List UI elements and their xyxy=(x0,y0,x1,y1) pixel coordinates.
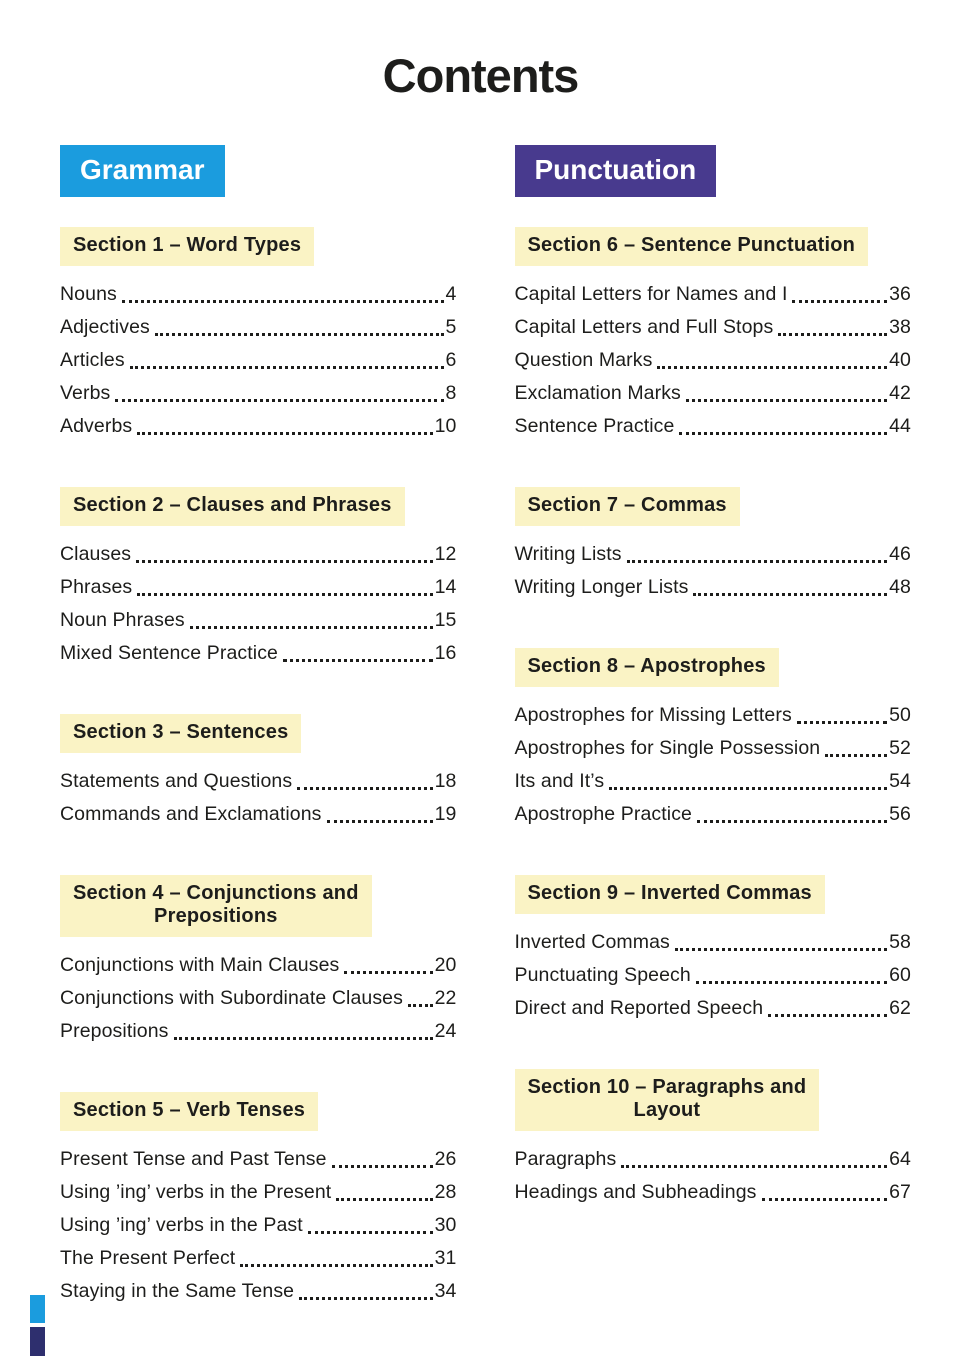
page-edge-tab-navy-icon xyxy=(30,1327,45,1356)
toc-entry-page: 4 xyxy=(445,283,457,305)
toc-entry xyxy=(60,377,457,410)
toc-entry xyxy=(60,1176,457,1209)
toc-section xyxy=(60,714,457,831)
toc-entry-label: Exclamation Marks xyxy=(514,382,681,404)
toc-entry-page: 30 xyxy=(434,1214,457,1236)
toc-entry xyxy=(60,604,457,637)
dot-leader-icon xyxy=(675,948,887,951)
toc-entry-page: 16 xyxy=(434,642,457,664)
toc-entry xyxy=(60,1242,457,1275)
toc-entry xyxy=(515,959,912,992)
toc-entry-label: Apostrophes for Single Possession xyxy=(514,737,821,759)
section-heading-line1: Section 6 – Sentence Punctuation xyxy=(527,234,856,256)
toc-entry-page: 52 xyxy=(889,737,911,759)
section-heading-line1: Section 9 – Inverted Commas xyxy=(527,882,812,904)
toc-entry-page: 48 xyxy=(889,576,911,598)
dot-leader-icon xyxy=(762,1198,888,1201)
toc-entry-label: Verbs xyxy=(60,382,111,404)
toc-entry xyxy=(60,538,457,571)
dot-leader-icon xyxy=(686,399,887,402)
section-heading-line1: Section 8 – Apostrophes xyxy=(527,655,766,677)
section-heading xyxy=(515,875,825,914)
toc-entry xyxy=(515,344,912,377)
dot-leader-icon xyxy=(308,1231,433,1234)
dot-leader-icon xyxy=(174,1037,433,1040)
toc-entry xyxy=(515,798,912,831)
section-heading xyxy=(60,875,372,937)
dot-leader-icon xyxy=(408,1004,433,1007)
toc-entry xyxy=(60,798,457,831)
toc-section xyxy=(515,875,912,1025)
toc-entry xyxy=(515,538,912,571)
toc-section xyxy=(515,1069,912,1209)
toc-entry-label: The Present Perfect xyxy=(60,1247,236,1269)
dot-leader-icon xyxy=(609,787,887,790)
toc-entries xyxy=(515,278,912,443)
toc-entry-page: 19 xyxy=(434,803,457,825)
section-heading xyxy=(515,648,779,687)
section-heading-line2: Layout xyxy=(633,1099,701,1121)
toc-entries xyxy=(515,1143,912,1209)
toc-entry-label: Statements and Questions xyxy=(60,770,293,792)
toc-entry-label: Capital Letters for Names and I xyxy=(514,283,788,305)
toc-entry-label: Conjunctions with Main Clauses xyxy=(60,954,340,976)
toc-entry-label: Its and It’s xyxy=(514,770,605,792)
section-heading-line1: Section 7 – Commas xyxy=(527,494,727,516)
toc-entry-label: Capital Letters and Full Stops xyxy=(514,316,774,338)
punctuation-column xyxy=(515,145,912,1352)
toc-entry-page: 38 xyxy=(889,316,911,338)
toc-section xyxy=(60,875,457,1048)
toc-entry xyxy=(60,1015,457,1048)
dot-leader-icon xyxy=(327,820,433,823)
section-heading-line1: Section 1 – Word Types xyxy=(73,234,302,256)
toc-section xyxy=(60,1092,457,1308)
toc-entry-page: 62 xyxy=(889,997,911,1019)
toc-entry xyxy=(60,1143,457,1176)
section-heading xyxy=(60,714,301,753)
section-heading xyxy=(60,487,405,526)
toc-entries xyxy=(60,1143,457,1308)
toc-entry xyxy=(515,732,912,765)
toc-entry-label: Paragraphs xyxy=(514,1148,617,1170)
toc-entries xyxy=(60,278,457,443)
toc-entry-label: Phrases xyxy=(60,576,133,598)
toc-entry xyxy=(515,699,912,732)
dot-leader-icon xyxy=(137,593,432,596)
dot-leader-icon xyxy=(115,399,443,402)
section-heading-line2: Prepositions xyxy=(154,905,278,927)
toc-entry-label: Clauses xyxy=(60,543,132,565)
toc-entry-label: Noun Phrases xyxy=(60,609,185,631)
toc-entry-page: 22 xyxy=(434,987,457,1009)
toc-entry-label: Present Tense and Past Tense xyxy=(60,1148,327,1170)
toc-entry xyxy=(60,949,457,982)
toc-entry xyxy=(60,410,457,443)
toc-entry xyxy=(515,311,912,344)
toc-entries xyxy=(515,538,912,604)
toc-section xyxy=(60,227,457,443)
toc-entry xyxy=(515,765,912,798)
section-heading-line1: Section 10 – Paragraphs and xyxy=(527,1076,807,1098)
toc-entry-page: 67 xyxy=(889,1181,911,1203)
toc-entry-page: 34 xyxy=(434,1280,457,1302)
toc-entries xyxy=(515,926,912,1025)
dot-leader-icon xyxy=(332,1165,433,1168)
toc-entry-page: 28 xyxy=(434,1181,457,1203)
section-heading xyxy=(60,1092,318,1131)
dot-leader-icon xyxy=(696,981,887,984)
toc-entry xyxy=(60,344,457,377)
toc-entries xyxy=(60,765,457,831)
toc-entry-label: Direct and Reported Speech xyxy=(514,997,764,1019)
dot-leader-icon xyxy=(122,300,444,303)
toc-entry-page: 60 xyxy=(889,964,911,986)
toc-entry-label: Apostrophes for Missing Letters xyxy=(514,704,792,726)
toc-entry-label: Commands and Exclamations xyxy=(60,803,322,825)
dot-leader-icon xyxy=(137,432,432,435)
dot-leader-icon xyxy=(297,787,432,790)
toc-entry-page: 8 xyxy=(445,382,457,404)
section-heading-line1: Section 5 – Verb Tenses xyxy=(73,1099,306,1121)
toc-entry-page: 56 xyxy=(889,803,911,825)
toc-entry xyxy=(515,926,912,959)
toc-entry xyxy=(60,982,457,1015)
toc-entries xyxy=(515,699,912,831)
section-heading-line1: Section 2 – Clauses and Phrases xyxy=(73,494,392,516)
dot-leader-icon xyxy=(344,971,432,974)
toc-entry-label: Adjectives xyxy=(60,316,150,338)
dot-leader-icon xyxy=(155,333,444,336)
section-heading xyxy=(515,487,740,526)
toc-entry-label: Adverbs xyxy=(60,415,133,437)
grammar-badge: Grammar xyxy=(60,145,225,197)
dot-leader-icon xyxy=(336,1198,432,1201)
section-heading xyxy=(515,227,869,266)
toc-entry-page: 12 xyxy=(434,543,457,565)
toc-entry-page: 26 xyxy=(434,1148,457,1170)
toc-section xyxy=(515,648,912,831)
dot-leader-icon xyxy=(627,560,887,563)
toc-entry-label: Articles xyxy=(60,349,125,371)
dot-leader-icon xyxy=(283,659,433,662)
toc-entries xyxy=(60,538,457,670)
dot-leader-icon xyxy=(136,560,432,563)
toc-entry xyxy=(60,1275,457,1308)
dot-leader-icon xyxy=(697,820,887,823)
page-edge-tab-blue-icon xyxy=(30,1295,45,1323)
punctuation-badge: Punctuation xyxy=(515,145,717,197)
toc-section xyxy=(515,227,912,443)
toc-entry xyxy=(60,765,457,798)
toc-entry xyxy=(515,571,912,604)
toc-entry-label: Sentence Practice xyxy=(514,415,675,437)
section-heading-line1: Section 4 – Conjunctions and xyxy=(73,882,359,904)
toc-entry xyxy=(60,1209,457,1242)
toc-entry-page: 5 xyxy=(445,316,457,338)
toc-entry xyxy=(515,1176,912,1209)
dot-leader-icon xyxy=(657,366,887,369)
toc-entry-label: Writing Longer Lists xyxy=(514,576,689,598)
toc-entry-page: 31 xyxy=(434,1247,457,1269)
toc-entry xyxy=(60,278,457,311)
toc-entry-label: Conjunctions with Subordinate Clauses xyxy=(60,987,403,1009)
toc-entry xyxy=(515,278,912,311)
dot-leader-icon xyxy=(797,721,887,724)
dot-leader-icon xyxy=(299,1297,432,1300)
page-title: Contents xyxy=(382,49,579,102)
toc-entry-page: 50 xyxy=(889,704,911,726)
toc-entry-page: 40 xyxy=(889,349,911,371)
toc-entry-label: Question Marks xyxy=(514,349,653,371)
toc-entry-page: 20 xyxy=(434,954,457,976)
toc-entry-page: 42 xyxy=(889,382,911,404)
toc-section xyxy=(60,487,457,670)
columns xyxy=(0,145,961,1352)
toc-entry xyxy=(515,377,912,410)
dot-leader-icon xyxy=(679,432,887,435)
toc-entry-label: Punctuating Speech xyxy=(514,964,691,986)
toc-entry xyxy=(60,311,457,344)
page-edge-tabs xyxy=(30,1295,45,1356)
section-heading-line1: Section 3 – Sentences xyxy=(73,721,289,743)
toc-entry-page: 14 xyxy=(434,576,457,598)
dot-leader-icon xyxy=(778,333,887,336)
toc-entry-label: Staying in the Same Tense xyxy=(60,1280,295,1302)
toc-entry-page: 44 xyxy=(889,415,911,437)
toc-entry-page: 54 xyxy=(889,770,911,792)
dot-leader-icon xyxy=(693,593,887,596)
toc-entry-page: 24 xyxy=(434,1020,457,1042)
toc-entry xyxy=(515,410,912,443)
toc-entry-page: 64 xyxy=(889,1148,911,1170)
toc-entry xyxy=(515,992,912,1025)
toc-entry-page: 10 xyxy=(434,415,457,437)
toc-entries xyxy=(60,949,457,1048)
grammar-sections xyxy=(60,227,457,1308)
section-heading xyxy=(515,1069,820,1131)
grammar-column xyxy=(60,145,457,1352)
punctuation-sections xyxy=(515,227,912,1209)
dot-leader-icon xyxy=(792,300,887,303)
toc-entry-label: Writing Lists xyxy=(514,543,622,565)
toc-entry-label: Using ’ing’ verbs in the Present xyxy=(60,1181,332,1203)
toc-entry-label: Nouns xyxy=(60,283,117,305)
toc-entry-label: Headings and Subheadings xyxy=(514,1181,757,1203)
toc-entry-label: Prepositions xyxy=(60,1020,169,1042)
toc-entry-label: Mixed Sentence Practice xyxy=(60,642,278,664)
toc-entry xyxy=(60,637,457,670)
toc-entry-page: 58 xyxy=(889,931,911,953)
toc-entry-page: 46 xyxy=(889,543,911,565)
dot-leader-icon xyxy=(240,1264,432,1267)
dot-leader-icon xyxy=(130,366,444,369)
dot-leader-icon xyxy=(825,754,887,757)
toc-entry xyxy=(60,571,457,604)
toc-entry-page: 18 xyxy=(434,770,457,792)
section-heading xyxy=(60,227,314,266)
dot-leader-icon xyxy=(190,626,433,629)
dot-leader-icon xyxy=(768,1014,887,1017)
toc-entry-label: Using ’ing’ verbs in the Past xyxy=(60,1214,303,1236)
toc-entry-label: Apostrophe Practice xyxy=(514,803,692,825)
toc-entry-page: 6 xyxy=(445,349,457,371)
toc-entry xyxy=(515,1143,912,1176)
toc-entry-page: 36 xyxy=(889,283,911,305)
dot-leader-icon xyxy=(621,1165,887,1168)
toc-entry-page: 15 xyxy=(434,609,457,631)
toc-section xyxy=(515,487,912,604)
toc-entry-label: Inverted Commas xyxy=(514,931,670,953)
